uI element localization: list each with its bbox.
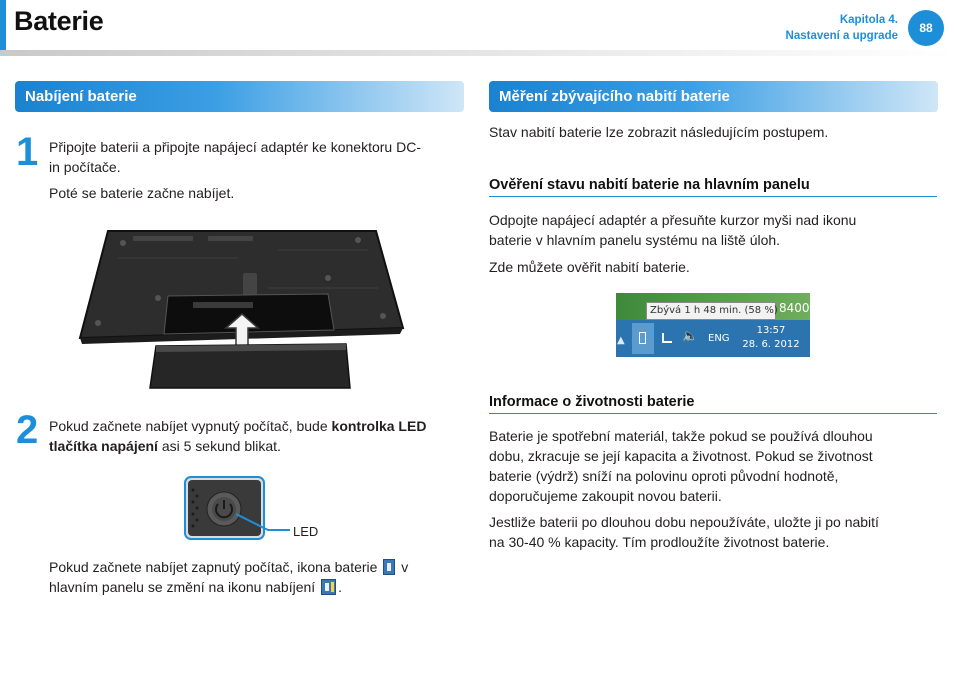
step-2-text-b: asi 5 sekund blikat. [157,438,281,454]
subheading-battery-life: Informace o životnosti baterie [489,394,937,414]
section-header-remaining-charge: Měření zbývajícího nabití baterie [489,81,938,112]
section-header-charging: Nabíjení baterie [15,81,464,112]
tray-clock[interactable] [741,324,801,352]
step-1-number: 1 [16,130,39,174]
battery-life-paragraph-2 [489,512,938,552]
step-1-text [49,137,464,177]
battery-life-p1-line-4: doporučujeme zakoupit novou baterii. [489,488,722,504]
charging-text-b: v [397,559,409,575]
page-title: Baterie [14,6,104,36]
taskbar-check-line-1: Odpojte napájecí adaptér a přesuňte kurzor myši nad ikonu [489,212,857,228]
battery-insertion-illustration [78,228,408,390]
taskbar-check-note: Zde můžete ověřit nabití baterie. [489,259,690,275]
battery-icon [383,559,395,575]
language-indicator[interactable]: ENG [708,333,730,344]
charging-text-d: . [338,579,342,595]
chapter-subtitle: Nastavení a upgrade [785,30,898,42]
taskbar-screenshot [616,293,810,357]
battery-charging-icon [321,579,336,595]
tray-date: 28. 6. 2012 [742,339,800,350]
power-button-led-illustration [184,476,294,542]
chapter-label: Kapitola 4. [839,14,898,26]
battery-tray-button[interactable] [632,323,654,354]
show-hidden-icons-icon[interactable]: ▲ [617,335,625,346]
step-1-line-1: Připojte baterii a připojte napájecí adaptér ke konektoru DC- [49,139,421,155]
charging-text-a: Pokud začnete nabíjet zapnutý počítač, ikona baterie [49,559,382,575]
step-2-number: 2 [16,408,39,452]
charging-icon-paragraph [49,557,469,597]
subheading-taskbar-check: Ověření stavu nabití baterie na hlavním panelu [489,177,937,197]
charging-text-c: hlavním panelu se změní na ikonu nabíjení [49,579,320,595]
step-1-note: Poté se baterie začne nabíjet. [49,185,235,201]
network-signal-icon[interactable] [662,333,672,343]
step-2-text [49,416,469,456]
battery-life-p2-line-2: na 30-40 % kapacity. Tím prodloužíte životnost baterie. [489,534,830,550]
taskbar-check-text [489,210,938,250]
step-1-line-2: in počítače. [49,159,121,175]
tray-battery-icon [639,332,646,344]
taskbar-check-line-2: baterie v hlavním panelu systému na liště úloh. [489,232,781,248]
step-2-bold-a: kontrolka LED [331,418,427,434]
battery-life-p2-line-1: Jestliže baterii po dlouhou dobu nepoužíváte, uložte ji po nabití [489,514,879,530]
battery-life-p1-line-3: baterie (výdrž) sníží na polovinu oproti původní hodnotě, [489,468,839,484]
battery-life-paragraph-1 [489,426,938,506]
led-label: LED [293,524,319,539]
step-2-text-a: Pokud začnete nabíjet vypnutý počítač, bude [49,418,332,434]
chapter-info [786,12,898,44]
right-intro: Stav nabití baterie lze zobrazit následujícím postupem. [489,124,829,140]
battery-life-p1-line-1: Baterie je spotřební materiál, takže pokud se používá dlouhou [489,428,873,444]
header-divider [0,50,954,56]
tray-time: 13:57 [756,325,786,336]
desktop-number: 8400 [779,301,810,315]
header-accent-bar [0,0,6,50]
page-number-badge: 88 [908,10,944,46]
step-2-bold-b: tlačítka napájení [49,438,158,454]
volume-icon[interactable]: 🔈 [682,329,699,344]
battery-tooltip: Zbývá 1 h 48 min. (58 %) [646,302,776,320]
battery-life-p1-line-2: dobu, zkracuje se její kapacita a životnost. Pokud se životnost [489,448,873,464]
